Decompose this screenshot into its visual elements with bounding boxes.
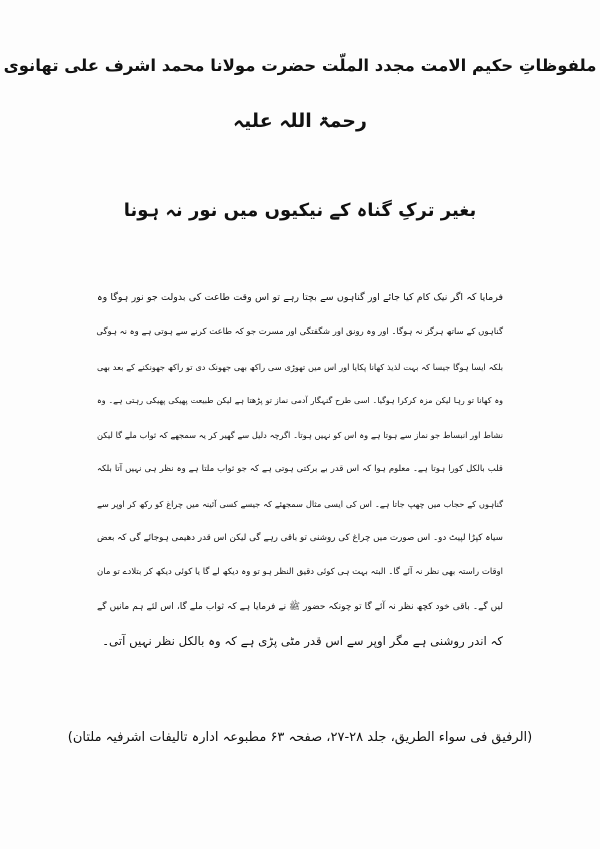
body-line: گناہوں کے حجاب میں چھپ جاتا ہے۔ اس کی ایسی مثال سمجھئے کہ جیسے کسی آئینہ میں چراغ کو رکھ کر اوپر سے [97, 498, 503, 509]
article-heading: بغیر ترکِ گناہ کے نیکیوں میں نور نہ ہونا [123, 200, 477, 221]
page-title: ملفوظاتِ حکیم الامت مجدد الملّت حضرت مولانا محمد اشرف علی تھانوی [3, 56, 597, 75]
body-line: اوقات راستہ بھی نظر نہ آئے گا۔ البتہ بہت ہی کوئی دقیق النظر ہو تو وہ دیکھ لے گا یا کوئی دیکھ کر بتلادے تو مان [97, 567, 503, 578]
body-line: گناہوں کے ساتھ ہرگز نہ ہوگا۔ اور وہ رونق اور شگفتگی اور مسرت جو کہ طاعت کرنے سے ہوتی ہے وہ نہ ہوگی [96, 327, 503, 338]
page-subtitle: رحمۃ اللہ علیہ [233, 110, 367, 132]
body-line: وہ کھانا تو رہا لیکن مزہ کرکرا ہوگیا۔ اسی طرح گنہگار آدمی نماز تو پڑھتا ہے لیکن طبیعت پھیکی پھیکی رہتی ہے۔ وہ [97, 395, 503, 405]
body-line: بلکہ ایسا ہوگا جیسا کہ بہت لذیذ کھانا پکایا اور اس میں تھوڑی سی راکھ بھی جھونک دی تو راکھ جھونکنے کے بعد بھی [97, 361, 503, 372]
body-line: سیاہ کپڑا لپیٹ دو۔ اس صورت میں چراغ کی روشنی تو باقی رہے گی لیکن اس قدر دھیمی ہوجائے گی کہ بعض [97, 533, 503, 544]
body-line: قلب بالکل کورا ہوتا ہے۔ معلوم ہوا کہ اس قدر بے برکتی ہوتی ہے کہ جو ثواب ملتا ہے وہ نظر ہی نہیں آتا بلکہ [97, 464, 503, 475]
body-line: نشاط اور انبساط جو نماز سے ہوتا ہے وہ اس کو نہیں ہوتا۔ اگرچہ دلیل سے گھیر کر یہ سمجھے کہ ثواب ملے گا لیکن [97, 430, 503, 441]
citation: (الرفیق فی سواء الطریق، جلد ۲۸-۲۷، صفحہ ۶۳ مطبوعہ ادارہ تالیفات اشرفیہ ملتان) [67, 730, 533, 745]
body-line: فرمایا کہ اگر نیک کام کیا جائے اور گناہوں سے بچتا رہے تو اس وقت طاعت کی بدولت جو نور ہوگا وہ [97, 292, 503, 303]
body-line: کہ اندر روشنی ہے مگر اوپر سے اس قدر مٹی پڑی ہے کہ وہ بالکل نظر نہیں آتی۔ [102, 633, 503, 648]
body-line: لیں گے۔ باقی خود کچھ نظر نہ آئے گا تو چونکہ حضور ﷺ نے فرمایا ہے کہ ثواب ملے گا، اس لئے ہم مانیں گے [97, 601, 503, 612]
article-body [97, 287, 503, 664]
